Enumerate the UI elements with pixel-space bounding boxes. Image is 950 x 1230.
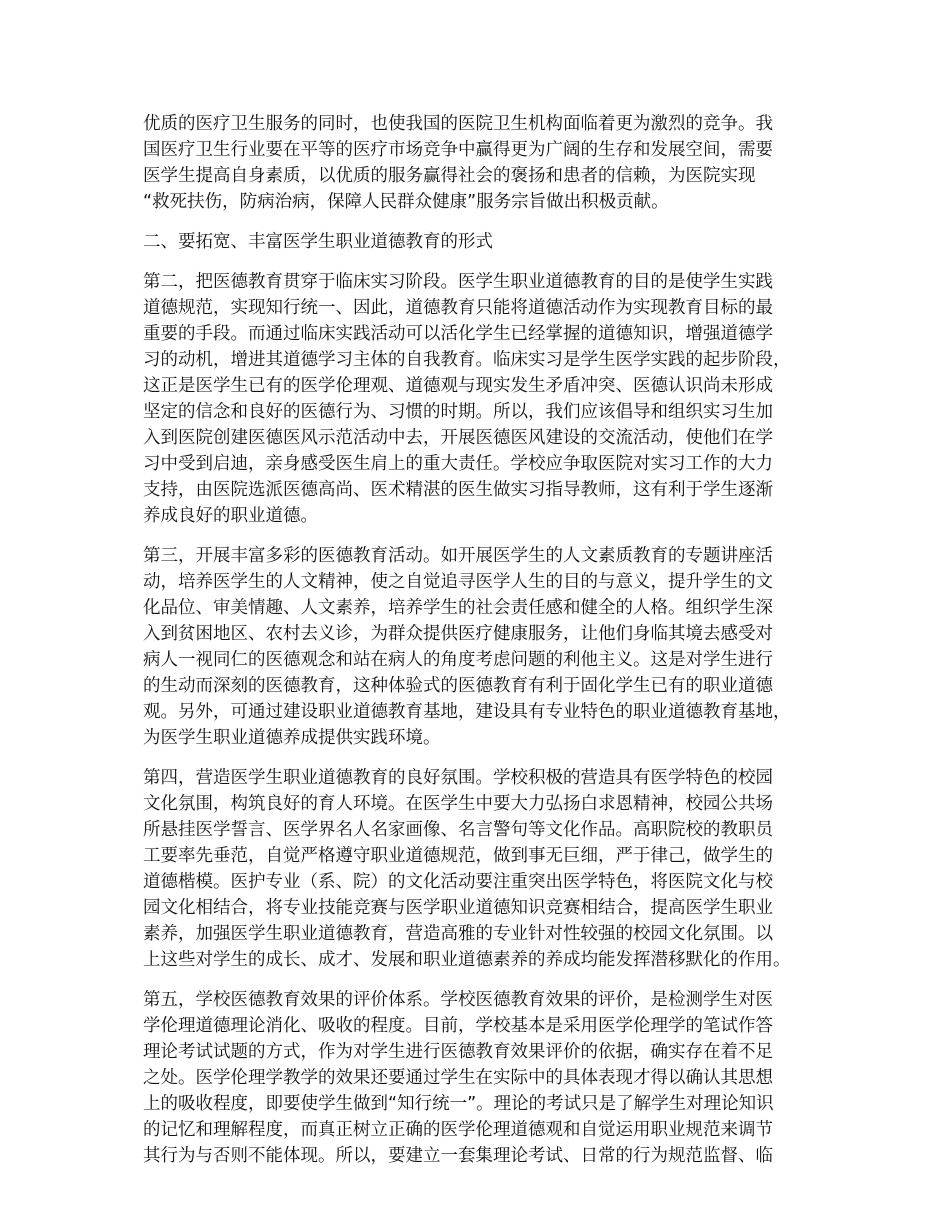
text-line: 动，培养医学生的人文精神，使之自觉追寻医学人生的目的与意义，提升学生的文 — [143, 572, 773, 592]
text-line: 国医疗卫生行业要在平等的医疗市场竞争中赢得更为广阔的生存和发展空间，需要 — [143, 140, 773, 160]
text-line: 学伦理道德理论消化、吸收的程度。目前，学校基本是采用医学伦理学的笔试作答 — [143, 1016, 773, 1036]
text-line: 优质的医疗卫生服务的同时，也使我国的医院卫生机构面临着更为激烈的竞争。我 — [143, 114, 773, 134]
text-line: 习中受到启迪，亲身感受医生肩上的重大责任。学校应争取医院对实习工作的大力 — [143, 454, 773, 474]
text-line: 之处。医学伦理学教学的效果还要通过学生在实际中的具体表现才得以确认其思想 — [143, 1068, 773, 1088]
text-line: 道德楷模。医护专业（系、院）的文化活动要注重突出医学特色，将医院文化与校 — [143, 872, 773, 892]
document-page — [143, 111, 828, 1183]
text-line: 理论考试试题的方式，作为对学生进行医德教育效果评价的依据，确实存在着不足 — [143, 1042, 773, 1062]
text-line: 其行为与否则不能体现。所以，要建立一套集理论考试、日常的行为规范监督、临 — [143, 1146, 773, 1166]
text-line: 为医学生职业道德养成提供实践环境。 — [143, 728, 441, 748]
section-heading: 二、要拓宽、丰富医学生职业道德教育的形式 — [143, 232, 493, 252]
text-line: 素养，加强医学生职业道德教育，营造高雅的专业针对性较强的校园文化氛围。以 — [143, 924, 773, 944]
text-line: 园文化相结合，将专业技能竞赛与医学职业道德知识竞赛相结合，提高医学生职业 — [143, 898, 773, 918]
text-line: 第三，开展丰富多彩的医德教育活动。如开展医学生的人文素质教育的专题讲座活 — [143, 546, 773, 566]
text-line: 医学生提高自身素质，以优质的服务赢得社会的褒扬和患者的信赖，为医院实现 — [143, 166, 756, 186]
text-line: 养成良好的职业道德。 — [143, 506, 318, 526]
text-line: 第二，把医德教育贯穿于临床实习阶段。医学生职业道德教育的目的是使学生实践 — [143, 272, 773, 292]
text-line: 坚定的信念和良好的医德行为、习惯的时期。所以，我们应该倡导和组织实习生加 — [143, 402, 773, 422]
paragraph-third — [143, 543, 828, 751]
text-line: 入到贫困地区、农村去义诊，为群众提供医疗健康服务，让他们身临其境去感受对 — [143, 624, 773, 644]
text-line: 入到医院创建医德医风示范活动中去，开展医德医风建设的交流活动，使他们在学 — [143, 428, 773, 448]
text-line: 上的吸收程度，即要使学生做到“知行统一”。理论的考试只是了解学生对理论知识 — [143, 1094, 774, 1114]
text-line: 的生动而深刻的医德教育，这种体验式的医德教育有利于固化学生已有的职业道德 — [143, 676, 773, 696]
text-line: 道德规范，实现知行统一、因此，道德教育只能将道德活动作为实现教育目标的最 — [143, 298, 773, 318]
paragraph-intro — [143, 111, 828, 215]
paragraph-second — [143, 269, 828, 529]
text-line: 的记忆和理解程度，而真正树立正确的医学伦理道德观和自觉运用职业规范来调节 — [143, 1120, 773, 1140]
text-line: 文化氛围，构筑良好的育人环境。在医学生中要大力弘扬白求恩精神，校园公共场 — [143, 794, 773, 814]
paragraph-fourth — [143, 765, 828, 973]
text-line: 第四，营造医学生职业道德教育的良好氛围。学校积极的营造具有医学特色的校园 — [143, 768, 773, 788]
text-line: 第五，学校医德教育效果的评价体系。学校医德教育效果的评价，是检测学生对医 — [143, 990, 773, 1010]
text-line: 习的动机，增进其道德学习主体的自我教育。临床实习是学生医学实践的起步阶段， — [143, 350, 791, 370]
text-line: 所悬挂医学誓言、医学界名人名家画像、名言警句等文化作品。高职院校的教职员 — [143, 820, 773, 840]
paragraph-fifth — [143, 987, 828, 1169]
text-line: 上这些对学生的成长、成才、发展和职业道德素养的养成均能发挥潜移默化的作用。 — [143, 950, 791, 970]
text-line: 病人一视同仁的医德观念和站在病人的角度考虑问题的利他主义。这是对学生进行 — [143, 650, 773, 670]
text-line: 工要率先垂范，自觉严格遵守职业道德规范，做到事无巨细，严于律己，做学生的 — [143, 846, 773, 866]
text-line: 这正是医学生已有的医学伦理观、道德观与现实发生矛盾冲突、医德认识尚未形成 — [143, 376, 773, 396]
text-line: 化品位、审美情趣、人文素养，培养学生的社会责任感和健全的人格。组织学生深 — [143, 598, 773, 618]
text-line: 支持，由医院选派医德高尚、医术精湛的医生做实习指导教师，这有利于学生逐渐 — [143, 480, 773, 500]
text-line: 重要的手段。而通过临床实践活动可以活化学生已经掌握的道德知识，增强道德学 — [143, 324, 773, 344]
text-line: 观。另外，可通过建设职业道德教育基地，建设具有专业特色的职业道德教育基地， — [143, 702, 791, 722]
text-line: “救死扶伤，防病治病，保障人民群众健康”服务宗旨做出积极贡献。 — [143, 192, 669, 212]
